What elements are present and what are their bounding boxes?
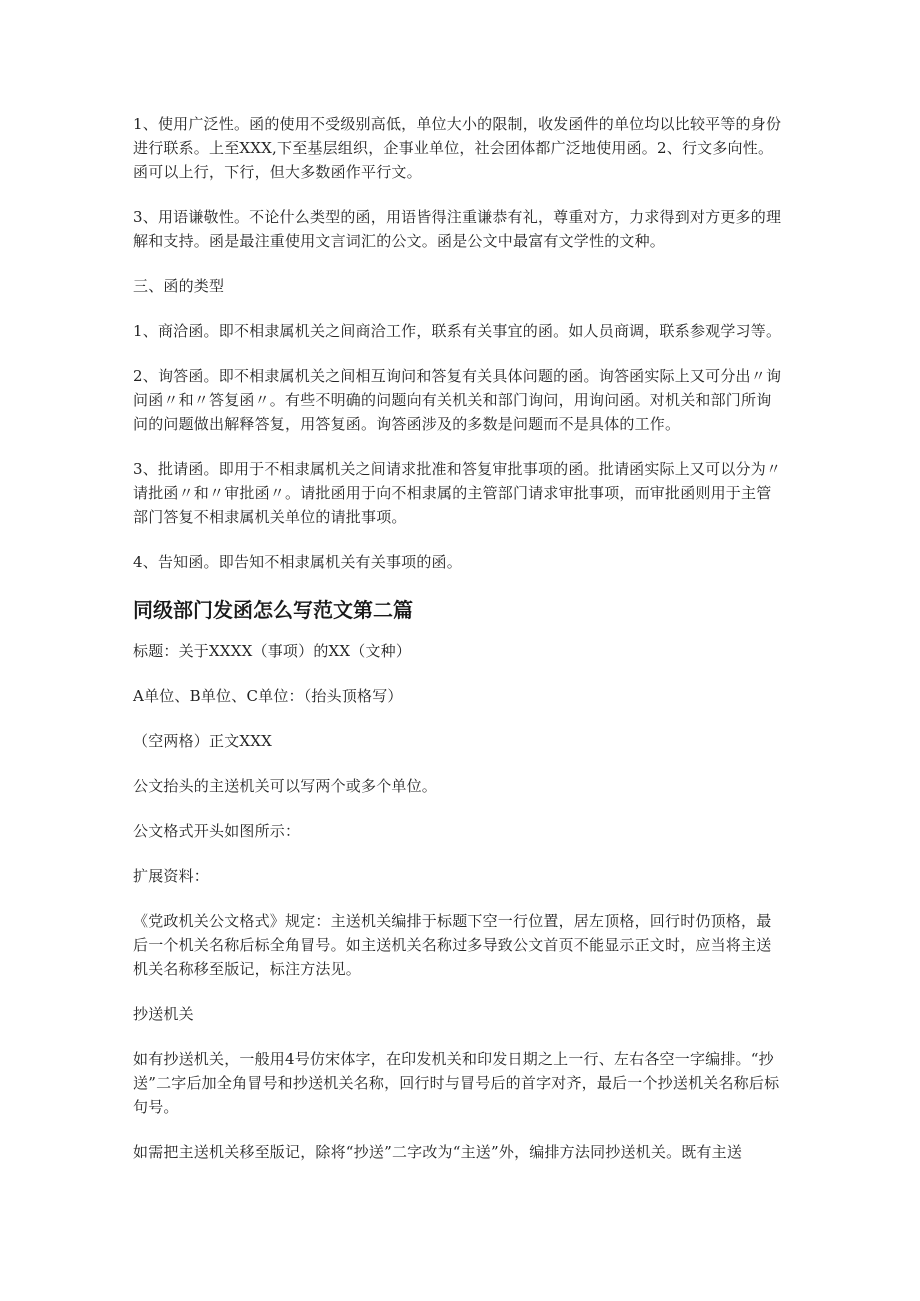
section-title-letter-types: 三、函的类型 bbox=[133, 277, 225, 295]
paragraph-title-format: 标题：关于XXXX（事项）的XX（文种） bbox=[133, 642, 412, 660]
paragraph-approval-letter: 3、批请函。即用于不相隶属机关之间请求批准和答复审批事项的函。批请函实际上又可以分为〃请批函〃和〃审批函〃。请批函用于向不相隶属的主管部门请求审批事项，而审批函则用于主管部门答复不相隶属机关单位的请批事项。 bbox=[133, 460, 782, 526]
article-heading: 同级部门发函怎么写范文第二篇 bbox=[133, 598, 413, 622]
paragraph-format-figure-note: 公文格式开头如图所示： bbox=[133, 822, 301, 840]
paragraph-cc-rules: 如有抄送机关，一般用4号仿宋体字，在印发机关和印发日期之上一行、左右各空一字编排。“抄送”二字后加全角冒号和抄送机关名称，回行时与冒号后的首字对齐，最后一个抄送机关名称后标句号。 bbox=[133, 1050, 780, 1116]
paragraph-recipient-format: A单位、B单位、C单位：（抬头顶格写） bbox=[133, 687, 403, 705]
paragraph-body-format: （空两格）正文XXX bbox=[133, 732, 273, 750]
paragraph-format-regulation: 《党政机关公文格式》规定：主送机关编排于标题下空一行位置，居左顶格，回行时仍顶格，最后一个机关名称后标全角冒号。如主送机关名称过多导致公文首页不能显示正文时，应当将主送机关名称移至版记，标注方法见。 bbox=[133, 912, 772, 978]
paragraph-inquiry-letter: 2、询答函。即不相隶属机关之间相互询问和答复有关具体问题的函。询答函实际上又可分出〃询问函〃和〃答复函〃。有些不明确的问题向有关机关和部门询问，用询问函。对机关和部门所询问的问题做出解释答复，用答复函。询答函涉及的多数是问题而不是具体的工作。 bbox=[133, 367, 782, 433]
document-page bbox=[133, 112, 783, 1185]
paragraph-notice-letter: 4、告知函。即告知不相隶属机关有关事项的函。 bbox=[133, 553, 462, 571]
paragraph-usage-breadth: 1、使用广泛性。函的使用不受级别高低，单位大小的限制，收发函件的单位均以比较平等的身份进行联系。上至XXX,下至基层组织，企事业单位，社会团体都广泛地使用函。2、行文多向性。函可以上行，下行，但大多数函作平行文。 bbox=[133, 115, 782, 181]
paragraph-consultation-letter: 1、商洽函。即不相隶属机关之间商洽工作，联系有关事宜的函。如人员商调，联系参观学习等。 bbox=[133, 322, 782, 340]
paragraph-move-recipients: 如需把主送机关移至版记，除将“抄送”二字改为“主送”外，编排方法同抄送机关。既有主送 bbox=[133, 1143, 743, 1161]
paragraph-respectful-language: 3、用语谦敬性。不论什么类型的函，用语皆得注重谦恭有礼，尊重对方，力求得到对方更多的理解和支持。函是最注重使用文言词汇的公文。函是公文中最富有文学性的文种。 bbox=[133, 208, 782, 250]
paragraph-multiple-recipients: 公文抬头的主送机关可以写两个或多个单位。 bbox=[133, 777, 438, 795]
paragraph-cc-label: 抄送机关 bbox=[133, 1005, 194, 1023]
paragraph-extended-info-label: 扩展资料： bbox=[133, 867, 210, 885]
